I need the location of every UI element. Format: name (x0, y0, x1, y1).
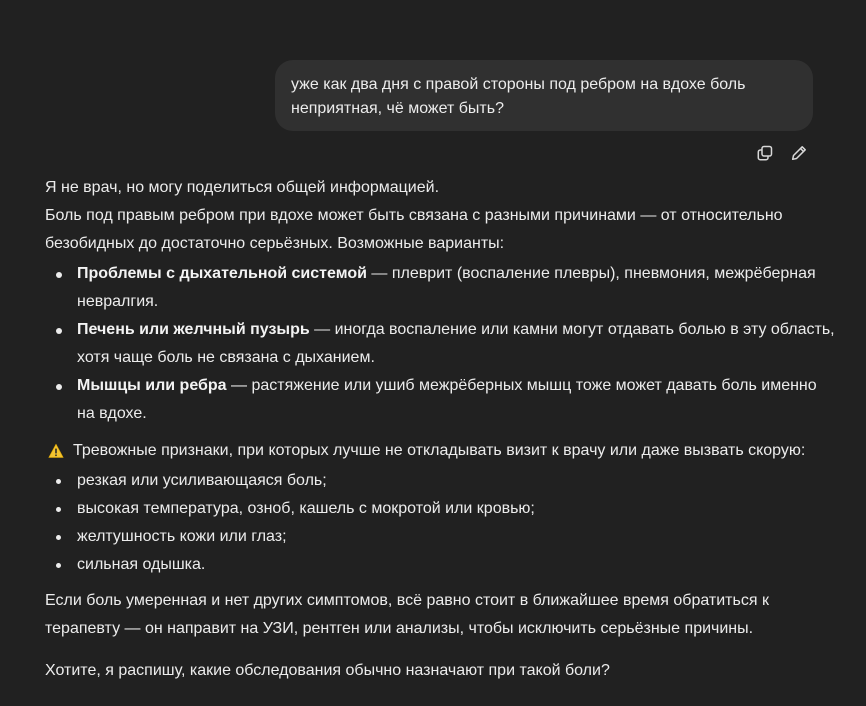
edit-button[interactable] (788, 142, 810, 164)
warning-icon (48, 443, 64, 459)
answer-lead: Боль под правым ребром при вдохе может быть связана с разными причинами — от относительно безобидных до достаточно серьёзных. Возможные варианты: (45, 207, 783, 252)
list-item (77, 316, 835, 372)
user-message-line-1: уже как два дня с правой стороны под ребром на вдохе боль (291, 76, 746, 93)
answer-question: Хотите, я распишу, какие обследования обычно назначают при такой боли? (45, 662, 610, 679)
cause-title: Проблемы с дыхательной системой (77, 265, 367, 282)
cause-text: — растяжение или ушиб межрёберных мышц тоже может давать боль именно на вдохе. (77, 377, 817, 422)
user-message-line-2: неприятная, чё может быть? (291, 100, 504, 117)
user-message-bubble (275, 60, 813, 131)
list-item: сильная одышка. (77, 551, 835, 579)
causes-list (45, 260, 835, 428)
copy-button[interactable] (754, 142, 776, 164)
cause-text: — иногда воспаление или камни могут отдавать болью в эту область, хотя чаще боль не связана с дыханием. (77, 321, 835, 366)
copy-icon (756, 144, 774, 162)
list-item: желтушность кожи или глаз; (77, 523, 835, 551)
answer-intro: Я не врач, но могу поделиться общей информацией. (45, 179, 440, 196)
assistant-answer (45, 174, 835, 685)
warning-signs-list (45, 467, 835, 579)
list-item (77, 260, 835, 316)
answer-advice: Если боль умеренная и нет других симптомов, всё равно стоит в ближайшее время обратиться к терапевту — он направит на УЗИ, рентген или анализы, чтобы исключить серьёзные причины. (45, 592, 769, 637)
list-item: высокая температура, озноб, кашель с мокротой или кровью; (77, 495, 835, 523)
cause-text: — плеврит (воспаление плевры), пневмония, межрёберная невралгия. (77, 265, 816, 310)
cause-title: Печень или желчный пузырь (77, 321, 310, 338)
warning-line (45, 437, 835, 465)
pencil-icon (790, 144, 808, 162)
message-actions (754, 142, 810, 164)
warning-text: Тревожные признаки, при которых лучше не откладывать визит к врачу или даже вызвать скорую: (73, 442, 806, 459)
cause-title: Мышцы или ребра (77, 377, 227, 394)
list-item: резкая или усиливающаяся боль; (77, 467, 835, 495)
list-item (77, 372, 835, 428)
